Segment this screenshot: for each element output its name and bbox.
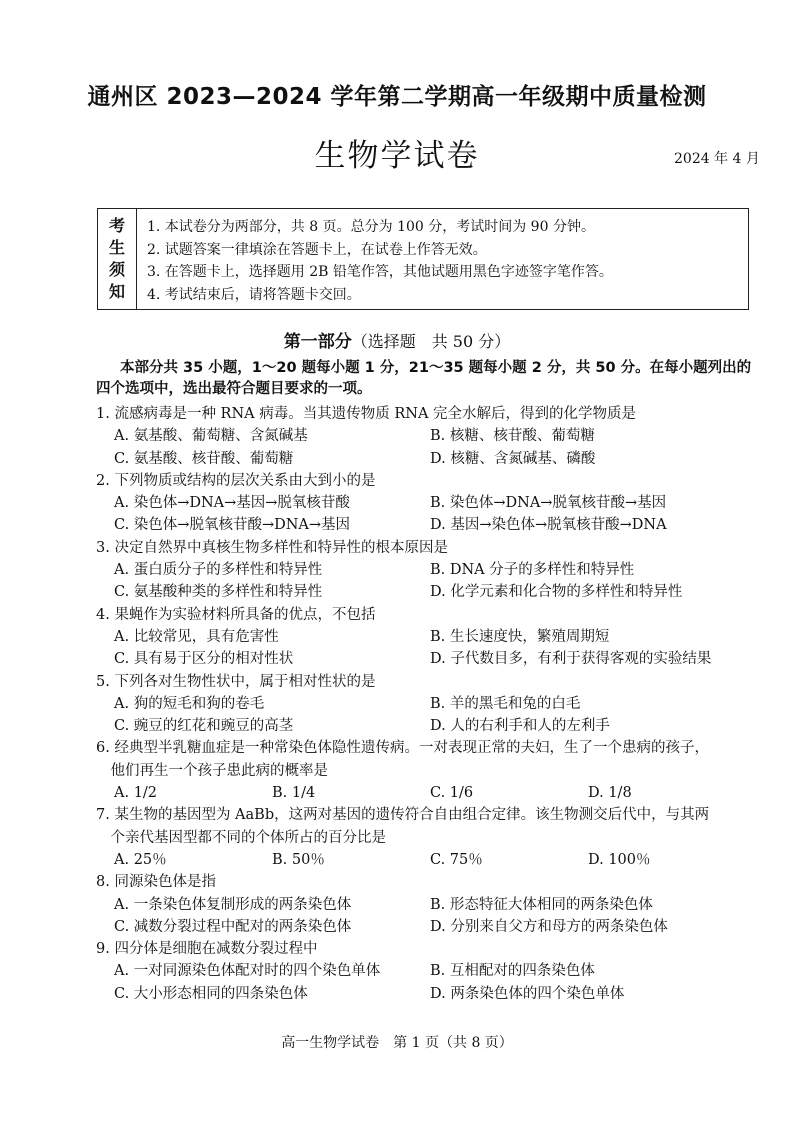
notice-label-char: 须 [108, 260, 125, 279]
option-a: A. 染色体→DNA→基因→脱氧核苷酸 [114, 495, 350, 512]
option-d: D. 核糖、含氮碱基、磷酸 [430, 450, 596, 467]
option-d: D. 基因→染色体→脱氧核苷酸→DNA [430, 517, 667, 534]
section-note: （选择题 共 50 分） [351, 332, 511, 351]
option-c: C. 具有易于区分的相对性状 [114, 651, 294, 668]
question [96, 804, 776, 871]
notice-label-char: 考 [108, 216, 125, 235]
question [96, 604, 776, 671]
section-title: 第一部分 [283, 332, 352, 352]
notice-item: 1. 本试卷分为两部分，共 8 页。总分为 100 分，考试时间为 90 分钟。 [147, 219, 595, 235]
option-c: C. 氨基酸种类的多样性和特异性 [114, 584, 323, 601]
option-b: B. 生长速度快，繁殖周期短 [430, 628, 610, 645]
notice-item: 3. 在答题卡上，选择题用 2B 铅笔作答，其他试题用黑色字迹签字笔作答。 [147, 264, 613, 280]
question [96, 403, 776, 470]
option-d: D. 人的右利手和人的左利手 [430, 718, 610, 735]
notice-item: 4. 考试结束后，请将答题卡交回。 [147, 286, 361, 303]
question-stem: 1. 流感病毒是一种 RNA 病毒。当其遗传物质 RNA 完全水解后，得到的化学物质是 [96, 406, 637, 422]
question-stem-continued: 个亲代基因型都不同的个体所占的百分比是 [96, 829, 386, 846]
option-c: C. 氨基酸、核苷酸、葡萄糖 [114, 450, 294, 467]
question-stem-continued: 他们再生一个孩子患此病的概率是 [96, 762, 328, 779]
exam-title: 通州区 2023—2024 学年第二学期高一年级期中质量检测 [87, 84, 707, 110]
instruction-line: 四个选项中，选出最符合题目要求的一项。 [96, 381, 372, 397]
option-c: C. 大小形态相同的四条染色体 [114, 985, 308, 1002]
option-b: B. DNA 分子的多样性和特异性 [430, 562, 635, 579]
option-b: B. 1/4 [272, 785, 316, 802]
option-b: B. 染色体→DNA→脱氧核苷酸→基因 [430, 495, 667, 512]
notice-label-char: 生 [108, 238, 125, 257]
page-footer: 高一生物学试卷 第 1 页（共 8 页） [281, 1035, 513, 1051]
section-instructions [96, 358, 758, 400]
section-heading [0, 327, 794, 352]
question-stem: 8. 同源染色体是指 [96, 874, 216, 891]
question-options [96, 894, 776, 939]
question-options [96, 425, 776, 470]
option-d: D. 化学元素和化合物的多样性和特异性 [430, 584, 683, 601]
exam-date: 2024 年 4 月 [674, 151, 760, 167]
instruction-line: 本部分共 35 小题，1～20 题每小题 1 分，21～35 题每小题 2 分，共 50 分。在每小题列出的 [120, 360, 752, 376]
option-a: A. 1/2 [114, 785, 158, 802]
question-options [96, 849, 776, 871]
question-stem: 5. 下列各对生物性状中，属于相对性状的是 [96, 673, 376, 690]
option-a: A. 比较常见，具有危害性 [114, 628, 279, 645]
question-stem: 3. 决定自然界中真核生物多样性和特异性的根本原因是 [96, 539, 448, 556]
question-list [96, 403, 776, 1005]
notice-items [137, 209, 748, 309]
question-stem: 7. 某生物的基因型为 AaBb，这两对基因的遗传符合自由组合定律。该生物测交后代中，与其两 [96, 807, 710, 824]
question-stem: 4. 果蝇作为实验材料所具备的优点，不包括 [96, 606, 376, 623]
question [96, 470, 776, 537]
option-d: D. 1/8 [588, 785, 632, 802]
question [96, 871, 776, 938]
option-d: D. 100％ [588, 851, 651, 868]
notice-item: 2. 试题答案一律填涂在答题卡上，在试卷上作答无效。 [147, 241, 487, 258]
option-c: C. 染色体→脱氧核苷酸→DNA→基因 [114, 517, 351, 534]
notice-label [98, 209, 137, 309]
question-options [96, 693, 776, 738]
option-c: C. 1/6 [430, 785, 474, 802]
question-options [96, 492, 776, 537]
question [96, 537, 776, 604]
option-a: A. 氨基酸、葡萄糖、含氮碱基 [114, 428, 308, 445]
notice-label-char: 知 [108, 282, 125, 301]
exam-subtitle: 生物学试卷 [314, 138, 480, 174]
question-options [96, 782, 776, 804]
option-a: A. 25％ [114, 851, 167, 868]
candidate-notice-box [97, 208, 749, 310]
option-d: D. 两条染色体的四个染色单体 [430, 985, 625, 1002]
question-stem: 2. 下列物质或结构的层次关系由大到小的是 [96, 472, 376, 489]
option-b: B. 形态特征大体相同的两条染色体 [430, 896, 653, 913]
option-a: A. 蛋白质分子的多样性和特异性 [114, 562, 323, 579]
question-stem: 9. 四分体是细胞在减数分裂过程中 [96, 941, 318, 958]
question-options [96, 559, 776, 604]
question [96, 737, 776, 804]
option-c: C. 豌豆的红花和豌豆的高茎 [114, 718, 294, 735]
question [96, 671, 776, 738]
option-d: D. 分别来自父方和母方的两条染色体 [430, 918, 668, 935]
option-a: A. 一对同源染色体配对时的四个染色单体 [114, 963, 381, 980]
option-b: B. 50％ [272, 851, 325, 868]
option-b: B. 互相配对的四条染色体 [430, 963, 595, 980]
option-b: B. 核糖、核苷酸、葡萄糖 [430, 428, 595, 445]
question [96, 938, 776, 1005]
question-stem: 6. 经典型半乳糖血症是一种常染色体隐性遗传病。一对表现正常的夫妇，生了一个患病的孩子， [96, 740, 709, 757]
question-options [96, 960, 776, 1005]
option-b: B. 羊的黑毛和兔的白毛 [430, 695, 581, 712]
option-c: C. 减数分裂过程中配对的两条染色体 [114, 918, 352, 935]
question-options [96, 626, 776, 671]
option-c: C. 75％ [430, 851, 483, 868]
option-d: D. 子代数目多，有利于获得客观的实验结果 [430, 651, 712, 668]
option-a: A. 狗的短毛和狗的卷毛 [114, 695, 265, 712]
option-a: A. 一条染色体复制形成的两条染色体 [114, 896, 352, 913]
